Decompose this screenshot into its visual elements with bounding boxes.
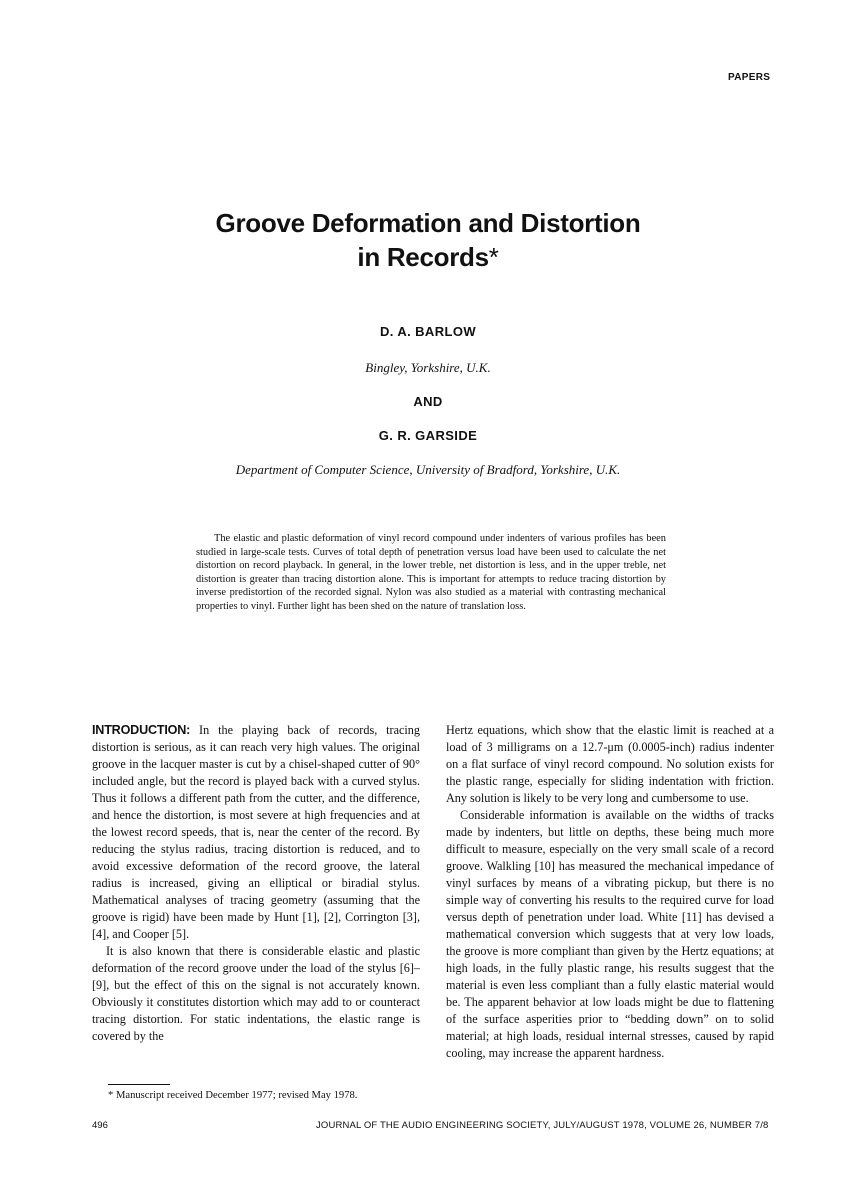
affiliation-1: Bingley, Yorkshire, U.K. [365,360,491,375]
title-line-2 [0,240,856,274]
paper-title [0,206,856,274]
title-line-1: Groove Deformation and Distortion [215,208,641,238]
footnote: * Manuscript received December 1977; revised May 1978. [108,1090,358,1101]
section-label: PAPERS [728,72,771,83]
affiliation-2: Department of Computer Science, University of Bradford, Yorkshire, U.K. [235,462,621,477]
footnote-divider [108,1084,170,1085]
abstract: The elastic and plastic deformation of vinyl record compound under indenters of various profiles has been studied in large-scale tests. Curves of total depth of penetration versus load have been used to calculate the net distortion on record playback. In general, in the lower treble, net distortion is less, and in the upper treble, net distortion is greater than tracing distortion alone. This is important for attempts to reduce tracing distortion by inverse predistortion of the recorded signal. Nylon was also studied as a material with contrasting mechanical properties to vinyl. Further light has been shed on the nature of translation loss. [196,533,666,612]
journal-footer: JOURNAL OF THE AUDIO ENGINEERING SOCIETY, JULY/AUGUST 1978, VOLUME 26, NUMBER 7/8 [316,1120,769,1131]
paragraph-2-continued: Hertz equations, which show that the elastic limit is reached at a load of 3 milligrams on a 12.7-μm (0.0005-inch) radius indenter on a flat surface of vinyl record compound. No solution exists for the plastic range, especially for sliding indentation with friction. Any solution is likely to be very long and cumbersome to use. [446,723,774,805]
title-line-2-text: in Records [357,242,489,272]
title-footnote-mark: * [488,242,499,272]
paragraph-3: Considerable information is available on the widths of tracks made by indenters, but little on depths, these being much more difficult to measure, especially on the very small scale of a record groove. Walkling [10] has measured the mechanical impedance of vinyl surfaces by means of a vibrating pickup, but there is no simple way of converting his results to the required curve for load versus depth of penetration under load. White [11] has devised a mathematical conversion which suggests that at very low loads, the groove is more compliant than given by the Hertz equations; at high loads, in the fully plastic range, his results suggest that the material is even less compliant than a fully elastic material would be. The apparent behavior at low loads might be due to flattening of the surface asperities prior to “bedding down” on to solid material; at high loads, residual internal stresses, caused by rapid cooling, may increase the apparent hardness. [446,808,774,1060]
page-number: 496 [92,1120,108,1131]
author-2: G. R. GARSIDE [378,428,478,443]
author-1: D. A. BARLOW [379,324,477,339]
paragraph-2: It is also known that there is considerable elastic and plastic deformation of the record groove under the load of the stylus [6]–[9], but the effect of this on the signal is not accurately known. Obviously it constitutes distortion which may add to or counteract tracing distortion. For static indentations, the elastic range is covered by the [92,944,420,1043]
paragraph-introduction [92,722,420,943]
introduction-heading: INTRODUCTION: [92,723,191,737]
paragraph-1-text: In the playing back of records, tracing distortion is serious, as it can reach very high values. The original groove in the lacquer master is cut by a chisel-shaped cutter of 90° included angle, but the record is played back with a curved stylus. Thus it follows a different path from the cutter, and the difference, and hence the distortion, is most severe at high frequencies and at the lowest record speeds, that is, near the center of the record. By reducing the stylus radius, tracing distortion is reduced, and to avoid excessive deformation of the record groove, the lateral radius is increased, giving an elliptical or biradial stylus. Mathematical analyses of tracing geometry (assuming that the groove is rigid) have been made by Hunt [1], [2], Corrington [3], [4], and Cooper [5]. [92,723,420,941]
body-column-left [92,722,420,1045]
body-column-right [446,722,774,1062]
author-conjunction: AND [413,394,443,409]
